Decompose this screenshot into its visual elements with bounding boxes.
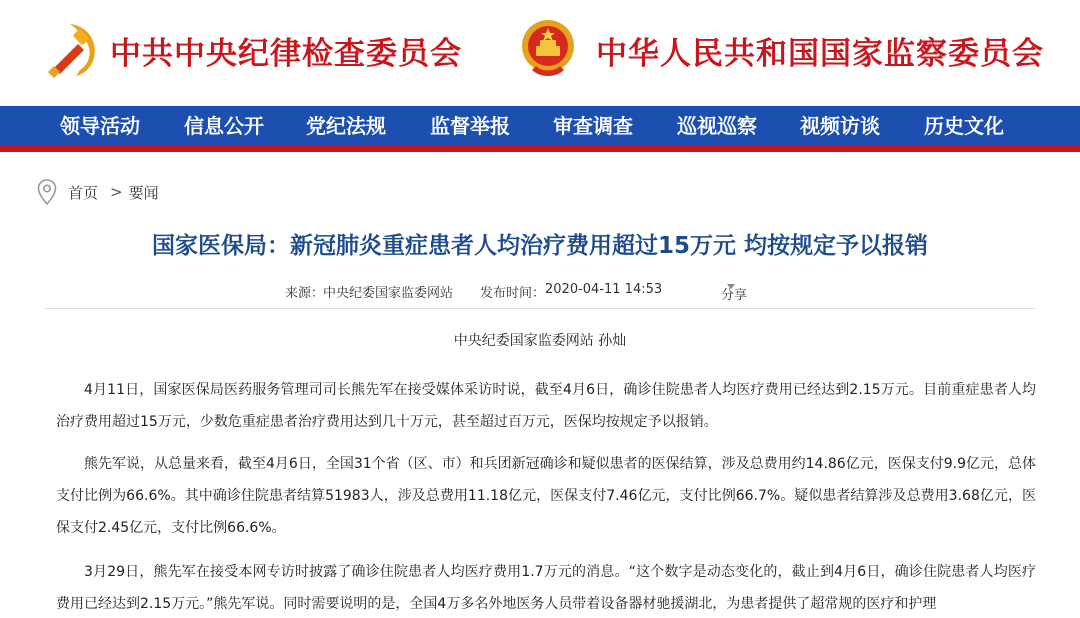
nav-item-regulations[interactable]: 党纪法规	[306, 114, 386, 138]
nav-item-report[interactable]: 监督举报	[430, 114, 510, 138]
site-header	[0, 0, 1080, 106]
article-title: 国家医保局：新冠肺炎重症患者人均治疗费用超过15万元 均按规定予以报销	[151, 233, 928, 259]
nav-item-inspection[interactable]: 巡视巡察	[677, 114, 757, 138]
meta-divider	[44, 308, 1036, 309]
nav-item-history[interactable]: 历史文化	[924, 114, 1004, 138]
article-paragraph: 熊先军说，从总量来看，截至4月6日，全国31个省（区、市）和兵团新冠确诊和疑似患者的医保结算，涉及总费用约14.86亿元，医保支付9.9亿元，总体支付比例为66.6%。其中确诊住院患者结算51983人，涉及总费用11.18亿元，医保支付7.46亿元，支付比例66.7%。疑似患者结算涉及总费用3.68亿元，医保支付2.45亿元，支付比例66.6%。	[56, 456, 1036, 536]
nav-item-investigation[interactable]: 审查调查	[553, 114, 633, 138]
org-title-nsc[interactable]: 中华人民共和国国家监察委员会	[596, 36, 1044, 72]
publish-time: 2020-04-11 14:53	[545, 282, 663, 297]
breadcrumb-current-link[interactable]: 要闻	[128, 183, 159, 202]
nav-item-info[interactable]: 信息公开	[184, 114, 264, 138]
location-pin-icon	[36, 178, 58, 206]
article-meta	[0, 280, 1080, 302]
article-paragraph: 4月11日，国家医保局医药服务管理司司长熊先军在接受媒体采访时说，截至4月6日，确诊住院患者人均医疗费用已经达到2.15万元。目前重症患者人均治疗费用超过15万元，少数危重症患者治疗费用达到几十万元，甚至超过百万元，医保均按规定予以报销。	[56, 382, 1036, 430]
article-paragraph: 3月29日，熊先军在接受本网专访时披露了确诊住院患者人均医疗费用1.7万元的消息。“这个数字是动态变化的，截止到4月6日，确诊住院患者人均医疗费用已经达到2.15万元。”熊先军说。同时需要说明的是，全国4万多名外地医务人员带着设备器材驰援湖北，为患者提供了超常规的医疗和护理	[56, 564, 1036, 612]
org-title-ccdi[interactable]: 中共中央纪律检查委员会	[110, 36, 462, 72]
source-value: 中央纪委国家监委网站	[323, 286, 454, 301]
breadcrumb	[36, 178, 159, 206]
party-emblem-icon[interactable]	[40, 18, 100, 80]
breadcrumb-home-link[interactable]: 首页	[68, 183, 99, 202]
author-line: 中央纪委国家监委网站 孙灿	[453, 333, 627, 349]
main-nav	[0, 106, 1080, 146]
share-label: 分享	[721, 288, 748, 303]
nav-accent-strip	[0, 146, 1080, 152]
nav-item-video[interactable]: 视频访谈	[800, 114, 880, 138]
breadcrumb-separator: >	[110, 183, 123, 201]
chevron-down-icon	[727, 284, 735, 289]
national-emblem-icon[interactable]	[518, 16, 578, 82]
time-label: 发布时间：	[480, 286, 546, 301]
nav-item-leadership[interactable]: 领导活动	[60, 114, 140, 138]
source-label: 来源：	[285, 286, 325, 301]
